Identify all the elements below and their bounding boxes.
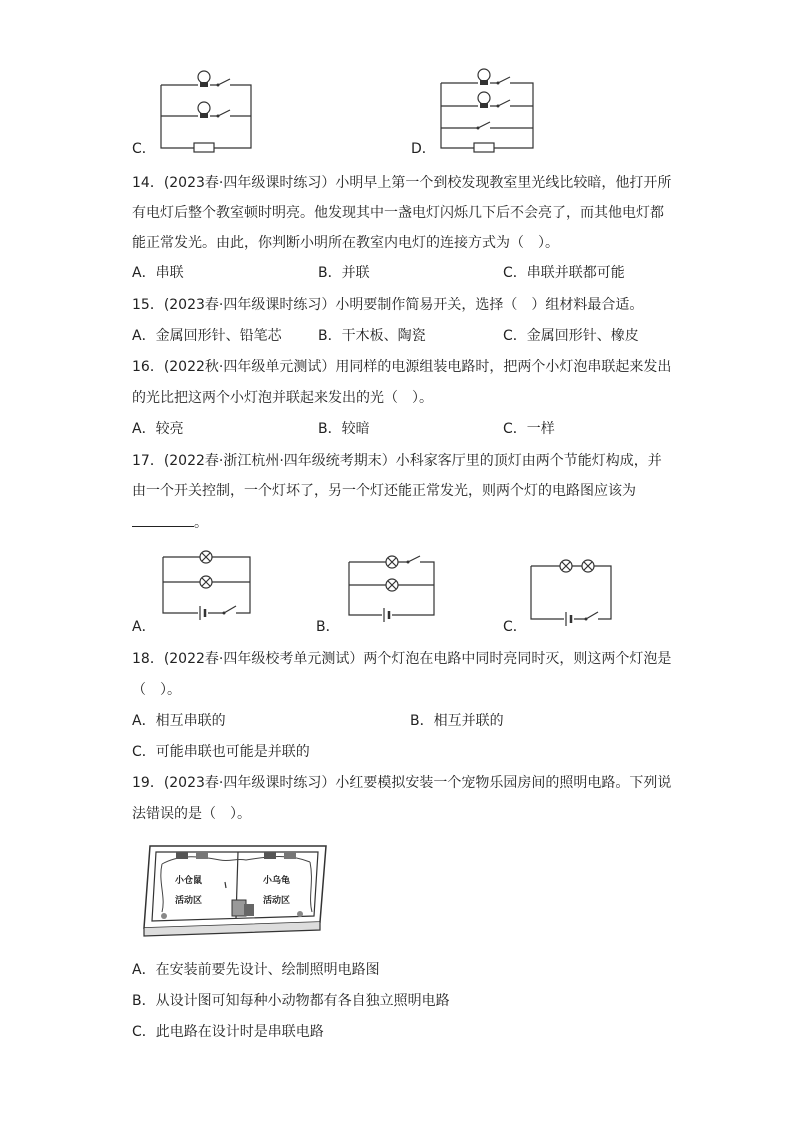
q16-line2: 的光比把这两个小灯泡并联起来发出的光（ ）。 (132, 390, 433, 406)
q17-line3-end: 。 (194, 515, 208, 531)
answer-blank[interactable] (132, 512, 194, 527)
q19-option-a[interactable]: A．在安装前要先设计、绘制照明电路图 (132, 962, 380, 978)
q14-option-c[interactable]: C．串联并联都可能 (503, 265, 625, 281)
q17-option-a[interactable]: A． (132, 619, 156, 635)
hamster-area-label-1: 小仓鼠 (175, 876, 203, 886)
q15-option-c[interactable]: C．金属回形针、橡皮 (503, 328, 639, 344)
q19-option-c[interactable]: C．此电路在设计时是串联电路 (132, 1024, 324, 1040)
q17-circuit-a (160, 545, 260, 625)
q17-line3 (132, 512, 208, 533)
q14-line2: 有电灯后整个教室顿时明亮。他发现其中一盏电灯闪烁几下后不会亮了，而其他电灯都 (132, 205, 664, 221)
q16-option-b[interactable]: B．较暗 (318, 421, 370, 437)
q17-option-c[interactable]: C． (503, 619, 527, 635)
turtle-area-label-2: 活动区 (263, 896, 291, 906)
q15-option-a[interactable]: A．金属回形针、铅笔芯 (132, 328, 282, 344)
q18-option-a[interactable]: A．相互串联的 (132, 713, 226, 729)
hamster-area-label-2: 活动区 (175, 896, 203, 906)
q18-line2: （ ）。 (132, 682, 181, 698)
option-c-top-label: C． (132, 141, 156, 157)
q15-line1: 15．(2023春·四年级课时练习）小明要制作简易开关，选择（ ）组材料最合适。 (132, 297, 644, 313)
q17-option-b[interactable]: B． (316, 619, 340, 635)
q19-line2: 法错误的是（ ）。 (132, 806, 251, 822)
q16-option-c[interactable]: C．一样 (503, 421, 555, 437)
q17-circuit-c (528, 560, 618, 626)
q16-line1: 16．(2022秋·四年级单元测试）用同样的电源组装电路时，把两个小灯泡串联起来发出 (132, 359, 672, 375)
q17-line2: 由一个开关控制，一个灯坏了，另一个灯还能正常发光，则两个灯的电路图应该为 (132, 483, 636, 499)
q14-line3: 能正常发光。由此，你判断小明所在教室内电灯的连接方式为（ ）。 (132, 235, 559, 251)
q14-line1: 14．(2023春·四年级课时练习）小明早上第一个到校发现教室里光线比较暗，他打开所 (132, 175, 672, 191)
q14-option-b[interactable]: B．并联 (318, 265, 370, 281)
q16-option-a[interactable]: A．较亮 (132, 421, 184, 437)
q18-option-c[interactable]: C．可能串联也可能是并联的 (132, 744, 310, 760)
q18-option-b[interactable]: B．相互并联的 (410, 713, 504, 729)
q15-option-b[interactable]: B．干木板、陶瓷 (318, 328, 426, 344)
q17-circuit-b (346, 553, 446, 625)
q17-line1: 17．(2022春·浙江杭州·四年级统考期末）小科家客厅里的顶灯由两个节能灯构成，并 (132, 453, 662, 469)
q18-line1: 18．(2022春·四年级校考单元测试）两个灯泡在电路中同时亮同时灭，则这两个灯泡是 (132, 651, 672, 667)
q19-option-b[interactable]: B．从设计图可知每种小动物都有各自独立照明电路 (132, 993, 450, 1009)
turtle-area-label-1: 小乌龟 (263, 876, 291, 886)
option-d-top-label: D． (411, 141, 436, 157)
circuit-diagram-d-top (438, 64, 538, 156)
q19-line1: 19．(2023春·四年级课时练习）小红要模拟安装一个宠物乐园房间的照明电路。下列说 (132, 775, 672, 791)
q14-option-a[interactable]: A．串联 (132, 265, 184, 281)
circuit-diagram-c-top (158, 66, 258, 156)
pet-park-room-illustration (140, 842, 330, 938)
